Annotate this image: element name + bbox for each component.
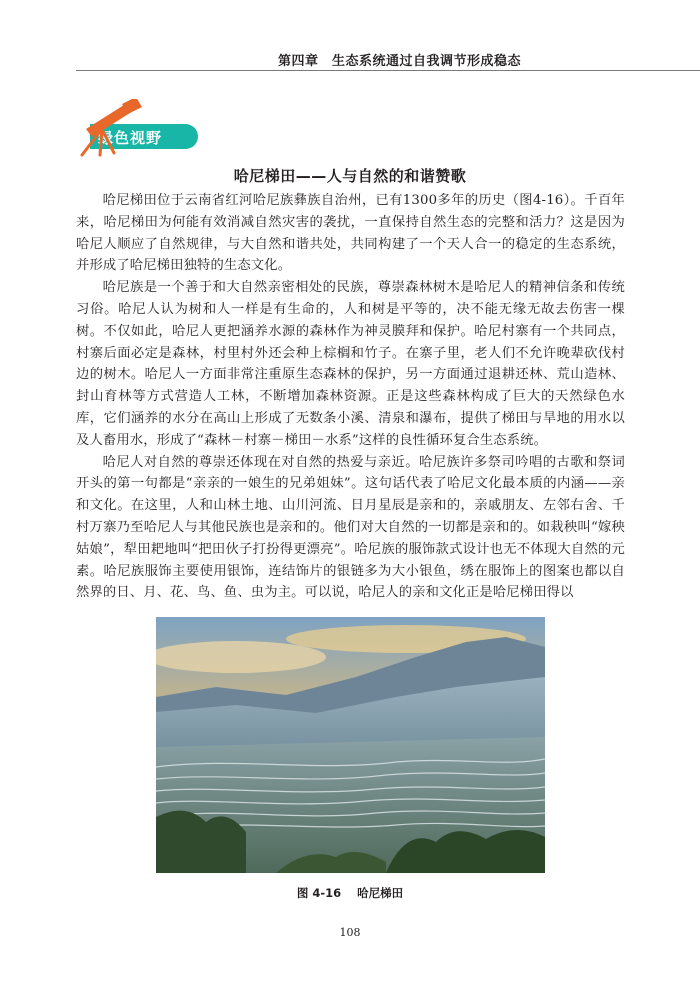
paragraph: 哈尼族是一个善于和大自然亲密相处的民族，尊崇森林树木是哈尼人的精神信条和传统习俗。哈尼人认为树和人一样是有生命的，人和树是平等的，决不能无缘无故去伤害一棵树。不仅如此，哈尼人更把涵养水源的森林作为神灵膜拜和保护。哈尼村寨有一个共同点，村寨后面必定是森林，村里村外还会种上棕榈和竹子。在寨子里，老人们不允许晚辈砍伐村边的树木。哈尼人一方面非常注重原生态森林的保护，另一方面通过退耕还林、荒山造林、封山育林等方式营造人工林，不断增加森林资源。正是这些森林构成了巨大的天然绿色水库，它们涵养的水分在高山上形成了无数条小溪、清泉和瀑布，提供了梯田与旱地的用水以及人畜用水，形成了“森林－村寨－梯田－水系”这样的良性循环复合生态系统。 [76, 280, 625, 448]
running-header [76, 38, 700, 71]
chapter-title: 第四章 生态系统通过自我调节形成稳态 [278, 54, 522, 69]
terraces-landscape-image [156, 617, 545, 873]
badge-label: 绿色视野 [98, 129, 163, 147]
green-view-badge [74, 99, 204, 157]
paragraph: 哈尼人对自然的尊崇还体现在对自然的热爱与亲近。哈尼族许多祭司吟唱的古歌和祭词开头的第一句都是“亲亲的一娘生的兄弟姐妹”。这句话代表了哈尼文化最本质的内涵——亲和文化。在这里，人和山林土地、山川河流、日月星辰是亲和的，亲戚朋友、左邻右舍、千村万寨乃至哈尼人与其他民族也是亲和的。他们对大自然的一切都是亲和的。如栽秧叫“嫁秧姑娘”，犁田耙地叫“把田伙子打扮得更漂亮”。哈尼族的服饰款式设计也无不体现大自然的元素。哈尼族服饰主要使用银饰，连结饰片的银链多为大小银鱼，绣在服饰上的图案也都以自然界的日、月、花、鸟、鱼、虫为主。可以说，哈尼人的亲和文化正是哈尼梯田得以 [76, 454, 625, 601]
article-title: 哈尼梯田——人与自然的和谐赞歌 [233, 167, 467, 185]
figure-number: 图 4-16 [296, 886, 342, 900]
article-body [76, 190, 625, 604]
figure-caption-text: 哈尼梯田 [357, 886, 404, 900]
page-number: 108 [339, 926, 361, 939]
hani-terraces-photo [156, 617, 545, 873]
telescope-icon [74, 99, 204, 157]
figure-caption [0, 885, 700, 901]
paragraph: 哈尼梯田位于云南省红河哈尼族彝族自治州，已有1300多年的历史（图4-16）。千百年来，哈尼梯田为何能有效消减自然灾害的袭扰，一直保持自然生态的完整和活力？这是因为哈尼人顺应了自然规律，与大自然和谐共处，共同构建了一个天人合一的稳定的生态系统，并形成了哈尼梯田独特的生态文化。 [76, 193, 625, 274]
